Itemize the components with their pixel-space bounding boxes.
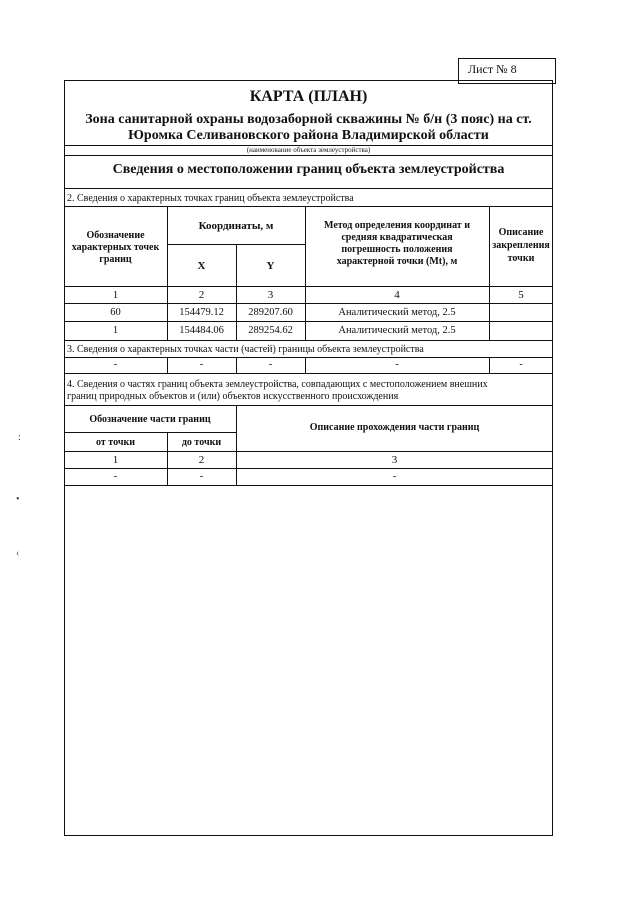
header-from-point: от точки xyxy=(96,437,135,448)
grid-line xyxy=(64,432,236,433)
coord-y: 289254.62 xyxy=(248,325,293,336)
header-y: Y xyxy=(266,260,275,272)
binding-mark: • xyxy=(16,494,20,505)
column-number: 3 xyxy=(391,454,398,466)
column-number: 2 xyxy=(198,454,205,466)
grid-line xyxy=(64,286,553,287)
section3-heading-underline xyxy=(64,357,553,358)
grid-line xyxy=(64,321,553,322)
empty-cell: - xyxy=(199,471,204,482)
grid-line xyxy=(64,451,553,452)
binding-mark: : xyxy=(18,432,21,443)
object-name-line1: Зона санитарной охраны водозаборной скважины № б/н (3 пояс) на ст. xyxy=(85,112,532,127)
section-title-divider xyxy=(64,188,553,189)
coord-y: 289207.60 xyxy=(248,307,293,318)
grid-line xyxy=(64,468,553,469)
binding-mark: ‹ xyxy=(16,548,20,559)
section4-heading-line2: границ природных объектов и (или) объектов искусственного происхождения xyxy=(67,391,399,402)
header-method: Метод определения координат и средняя квадратическая погрешность положения характерной точки (Мt), м xyxy=(324,220,470,267)
object-name-caption: (наименование объекта землеустройства) xyxy=(246,146,371,154)
object-name-line2: Юромка Селивановского района Владимирской области xyxy=(128,128,489,143)
grid-line xyxy=(167,244,305,245)
empty-cell: - xyxy=(268,359,273,370)
column-number: 3 xyxy=(267,289,274,301)
column-number: 1 xyxy=(112,289,119,301)
header-boundary-part: Обозначение части границ xyxy=(89,414,211,425)
header-x: X xyxy=(197,260,206,272)
empty-cell: - xyxy=(395,359,399,370)
sheet-number: Лист № 8 xyxy=(468,62,517,76)
header-coordinates: Координаты, м xyxy=(198,220,274,232)
coord-x: 154484.06 xyxy=(179,325,224,336)
coord-x: 154479.12 xyxy=(179,307,224,318)
column-number: 5 xyxy=(518,289,524,301)
section3-heading: 3. Сведения о характерных точках части (частей) границы объекта землеустройства xyxy=(67,344,424,355)
grid-line xyxy=(64,373,553,374)
section-title: Сведения о местоположении границ объекта землеустройства xyxy=(112,162,505,177)
method: Аналитический метод, 2.5 xyxy=(338,307,456,318)
grid-line xyxy=(64,485,553,486)
grid-line xyxy=(64,340,553,341)
grid-line xyxy=(64,303,553,304)
header-boundary-description: Описание прохождения части границ xyxy=(309,422,480,433)
empty-cell: - xyxy=(392,471,397,482)
header-to-point: до точки xyxy=(181,437,222,448)
point-id: 60 xyxy=(110,307,121,318)
section4-heading-underline xyxy=(64,405,553,406)
document-title: КАРТА (ПЛАН) xyxy=(249,88,368,105)
empty-cell: - xyxy=(199,359,204,370)
header-divider xyxy=(64,155,553,156)
header-description: Описание закрепления точки xyxy=(492,227,550,264)
header-designation: Обозначение характерных точек границ xyxy=(71,230,160,265)
empty-cell: - xyxy=(113,359,118,370)
method: Аналитический метод, 2.5 xyxy=(338,325,456,336)
column-number: 1 xyxy=(112,454,119,466)
column-number: 2 xyxy=(198,289,205,301)
section2-heading: 2. Сведения о характерных точках границ объекта землеустройства xyxy=(67,193,354,204)
empty-cell: - xyxy=(519,359,523,370)
column-number: 4 xyxy=(394,289,400,301)
section4-heading-line1: 4. Сведения о частях границ объекта землеустройства, совпадающих с местоположением внешних xyxy=(67,379,488,390)
empty-cell: - xyxy=(113,471,118,482)
section2-heading-underline xyxy=(64,206,553,207)
point-id: 1 xyxy=(112,325,119,336)
